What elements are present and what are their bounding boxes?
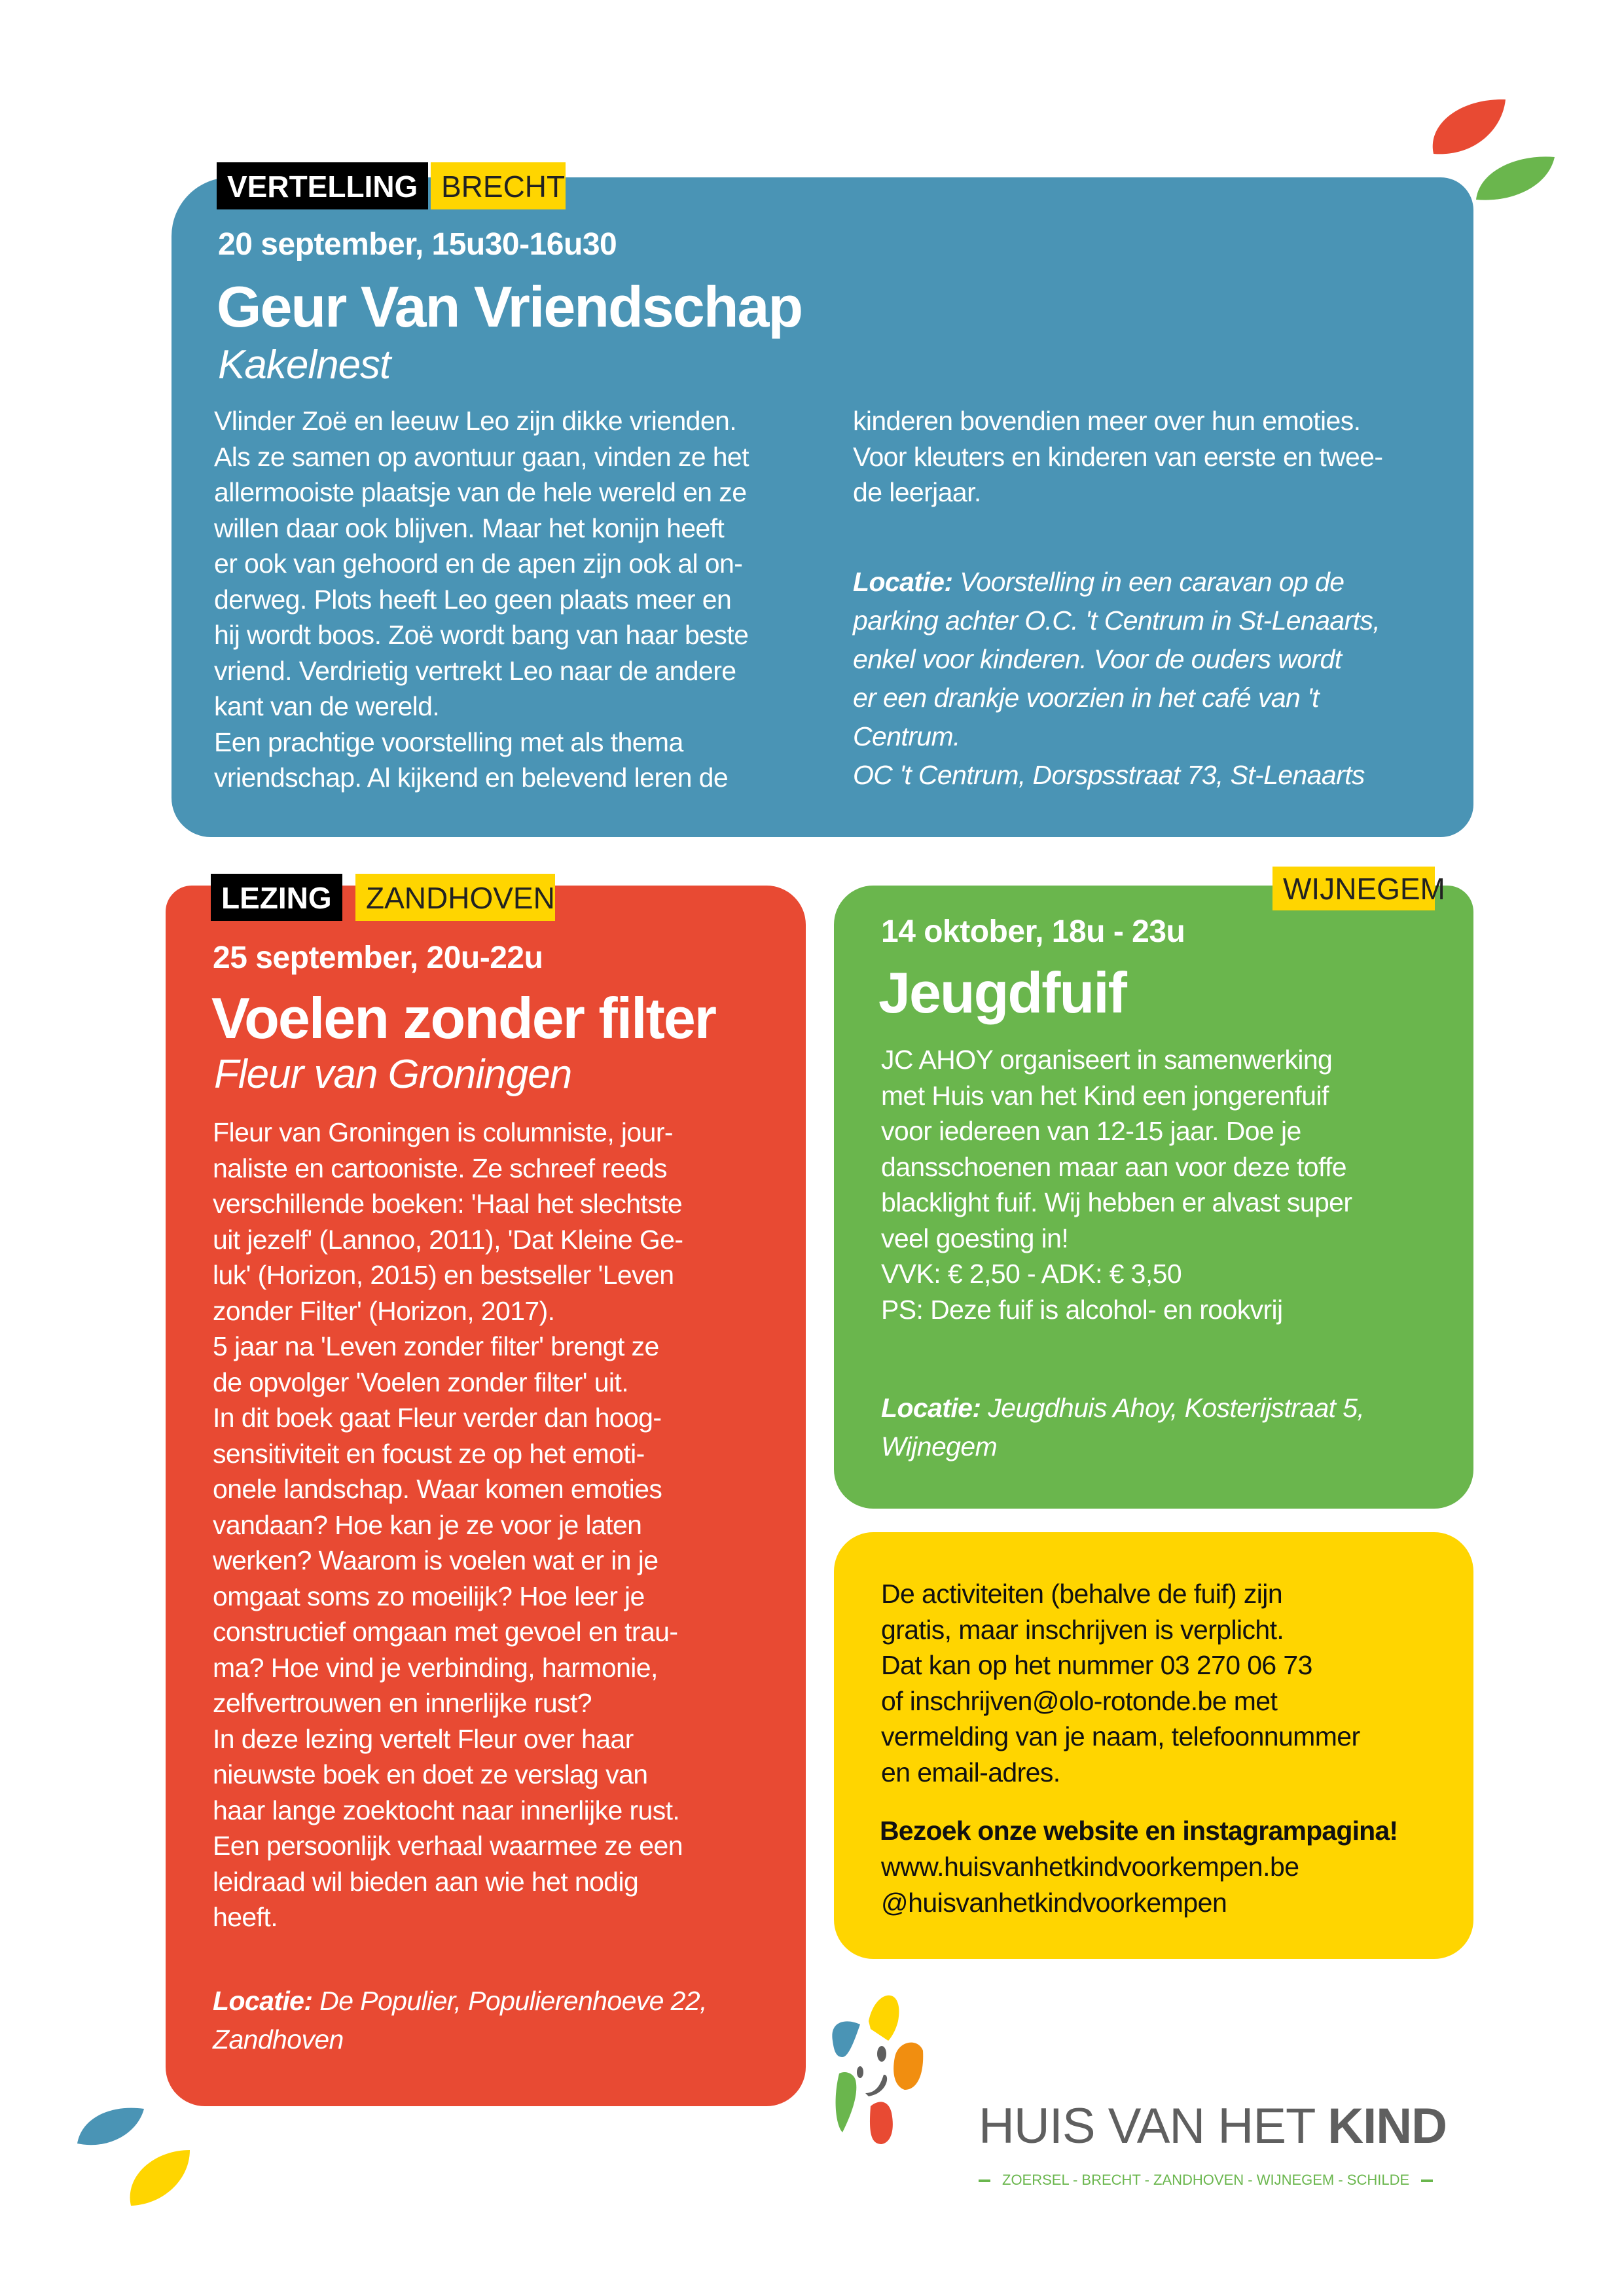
event-title: Voelen zonder filter [211,986,716,1050]
text-line: heeft. [213,1902,278,1932]
text-line: werken? Waarom is voelen wat er in je [213,1545,659,1575]
text-line: sensitiviteit en focust ze op het emoti- [213,1438,645,1469]
event-description-left [214,403,749,796]
text-line: 5 jaar na 'Leven zonder filter' brengt ze [213,1331,659,1361]
event-location: Locatie: Voorstelling in een caravan op de parking achter O.C. 't Centrum in St-Lenaarts, enkel voor kinderen. Voor de ouders wordt er een drankje voorzien in het café van 't Centrum. OC 't Centrum, Dorspsstraat 73, St-Lenaarts [853,563,1380,795]
text-line: verschillende boeken: 'Haal het slechtste [213,1189,683,1219]
event-date: 20 september, 15u30-16u30 [218,227,617,262]
event-subtitle: Fleur van Groningen [214,1052,572,1097]
text-line: Als ze samen op avontuur gaan, vinden ze het [214,441,749,472]
text-line: zonder Filter' (Horizon, 2017). [213,1295,555,1326]
text-line: In deze lezing vertelt Fleur over haar [213,1723,634,1754]
location-label: Locatie: [881,1393,981,1423]
event-subtitle: Kakelnest [218,342,391,387]
text-line: derweg. Plots heeft Leo geen plaats meer en [214,584,732,615]
text-line: de leerjaar. [853,477,981,507]
text-line: hij wordt boos. Zoë wordt bang van haar beste [214,620,749,650]
text-line: De activiteiten (behalve de fuif) zijn [881,1579,1283,1609]
text-line: zelfvertrouwen en innerlijke rust? [213,1688,592,1718]
location-label: Locatie: [853,567,953,597]
text-line: constructief omgaan met gevoel en trau- [213,1617,678,1647]
text-line: Fleur van Groningen is columniste, jour- [213,1117,673,1147]
text-line: haar lange zoektocht naar innerlijke rust. [213,1795,680,1825]
event-description [881,1042,1352,1327]
event-description-right [853,403,1382,511]
location-tag: ZANDHOVEN [355,874,555,921]
location-tag: WIJNEGEM [1272,867,1435,910]
text-line: leidraad wil bieden aan wie het nodig [213,1866,639,1897]
text-line: willen daar ook blijven. Maar het konijn heeft [214,512,725,543]
event-date: 14 oktober, 18u - 23u [881,914,1185,949]
text-line: kinderen bovendien meer over hun emoties. [853,406,1361,436]
text-line: naliste en cartooniste. Ze schreef reeds [213,1153,667,1183]
instagram-link[interactable]: @huisvanhetkindvoorkempen [881,1888,1227,1918]
text-line: In dit boek gaat Fleur verder dan hoog- [213,1403,662,1433]
event-title: Jeugdfuif [878,960,1126,1025]
text-line: vandaan? Hoe kan je ze voor je laten [213,1509,642,1540]
event-location: Locatie: De Populier, Populierenhoeve 22, Zandhoven [213,1986,707,2054]
location-tag: BRECHT [431,162,566,209]
event-date: 25 september, 20u-22u [213,941,543,975]
logo-towns: ZOERSEL - BRECHT - ZANDHOVEN - WIJNEGEM - SCHILDE [979,2172,1433,2189]
text-line: voor iedereen van 12-15 jaar. Doe je [881,1116,1301,1146]
text-line: PS: Deze fuif is alcohol- en rookvrij [881,1294,1283,1325]
text-line: met Huis van het Kind een jongerenfuif [881,1080,1329,1111]
text-line: Vlinder Zoë en leeuw Leo zijn dikke vrienden. [214,406,737,436]
text-line: Een prachtige voorstelling met als thema [214,726,683,757]
category-tag: LEZING [211,874,342,921]
event-address: OC 't Centrum, Dorspsstraat 73, St-Lenaarts [853,760,1365,790]
decorative-leaves-bottom-icon [72,2094,196,2212]
text-line: omgaat soms zo moeilijk? Hoe leer je [213,1581,645,1611]
text-line: kant van de wereld. [214,691,440,721]
text-line: Dat kan op het nummer 03 270 06 73 [881,1650,1312,1680]
text-line: of inschrijven@olo-rotonde.be met [881,1685,1278,1716]
text-line: JC AHOY organiseert in samenwerking [881,1045,1333,1075]
text-line: blacklight fuif. Wij hebben er alvast super [881,1187,1352,1217]
text-line: Een persoonlijk verhaal waarmee ze een [213,1831,683,1861]
website-link[interactable]: www.huisvanhetkindvoorkempen.be [881,1852,1299,1882]
text-line: ma? Hoe vind je verbinding, harmonie, [213,1652,658,1683]
text-line: uit jezelf' (Lannoo, 2011), 'Dat Kleine Ge- [213,1224,683,1255]
text-line: vriend. Verdrietig vertrekt Leo naar de andere [214,655,736,686]
text-line: nieuwste boek en doet ze verslag van [213,1759,648,1789]
registration-info [881,1576,1360,1790]
text-line: dansschoenen maar aan voor deze toffe [881,1151,1346,1182]
visit-heading: Bezoek onze website en instagrampagina! [880,1816,1398,1846]
category-tag: VERTELLING [217,162,428,209]
text-line: vermelding van je naam, telefoonnummer [881,1721,1360,1751]
location-label: Locatie: [213,1986,313,2016]
text-line: luk' (Horizon, 2015) en bestseller 'Leven [213,1260,674,1290]
text-line: de opvolger 'Voelen zonder filter' uit. [213,1367,629,1397]
event-title: Geur Van Vriendschap [217,274,803,339]
text-line: onele landschap. Waar komen emoties [213,1474,662,1504]
text-line: er ook van gehoord en de apen zijn ook al on- [214,548,743,579]
text-line: VVK: € 2,50 - ADK: € 3,50 [881,1259,1182,1289]
event-location: Locatie: Jeugdhuis Ahoy, Kosterijstraat 5, Wijnegem [881,1393,1365,1462]
text-line: Voor kleuters en kinderen van eerste en twee- [853,441,1383,472]
text-line: en email-adres. [881,1757,1060,1787]
logo-wordmark: HUIS VAN HET KIND [979,2098,1447,2154]
text-line: vriendschap. Al kijkend en belevend leren de [214,762,729,793]
text-line: veel goesting in! [881,1223,1069,1253]
event-description [213,1115,683,1935]
text-line: gratis, maar inschrijven is verplicht. [881,1614,1284,1645]
text-line: allermooiste plaatsje van de hele wereld en ze [214,477,747,507]
